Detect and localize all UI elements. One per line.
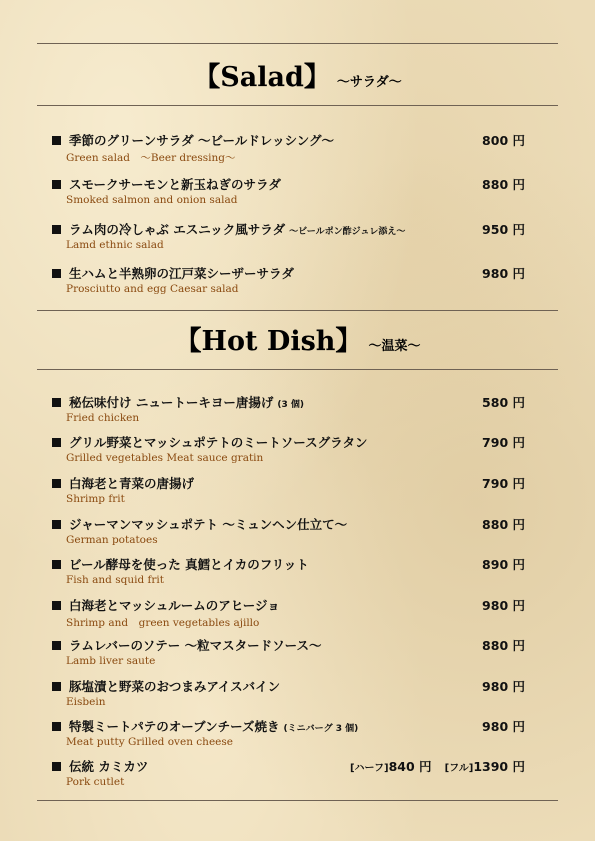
item-name-en: Shrimp and green vegetables ajillo [66, 617, 260, 629]
item-name: 秘伝味付け ニュートーキヨー唐揚げ [69, 395, 274, 410]
bullet-icon [52, 136, 61, 145]
item-price: 790 円 [482, 435, 525, 450]
item-name: 特製ミートパテのオーブンチーズ焼き [69, 719, 280, 734]
section-title-en: 【Salad】 [193, 62, 331, 93]
item-price: 880 円 [482, 517, 525, 532]
item-note: (3 個) [277, 400, 304, 410]
bullet-icon [52, 269, 61, 278]
bullet-icon [52, 762, 61, 771]
menu-item [0, 131, 595, 165]
bullet-icon [52, 682, 61, 691]
item-price: 980 円 [482, 679, 525, 694]
item-name: 生ハムと半熟卵の江戸菜シーザーサラダ [69, 266, 294, 281]
item-name: スモークサーモンと新玉ねぎのサラダ [69, 177, 281, 192]
bullet-icon [52, 180, 61, 189]
menu-item [0, 677, 595, 711]
bullet-icon [52, 479, 61, 488]
bottom-divider [37, 800, 558, 801]
item-name-en: Smoked salmon and onion salad [66, 194, 238, 206]
item-name-en: Lamb liver saute [66, 655, 156, 667]
section-title-jp: ～サラダ～ [336, 75, 402, 90]
menu-item [0, 596, 595, 630]
bullet-icon [52, 520, 61, 529]
item-name-en: Fried chicken [66, 412, 140, 424]
menu-item [0, 433, 595, 467]
bullet-icon [52, 641, 61, 650]
item-name-en: Pork cutlet [66, 776, 125, 788]
item-name-en: Green salad ～Beer dressing～ [66, 152, 236, 164]
price-half: 840 円 [388, 759, 432, 774]
item-price: 580 円 [482, 395, 525, 410]
item-price: 800 円 [482, 133, 525, 148]
item-name: 伝統 カミカツ [69, 759, 149, 774]
bullet-icon [52, 398, 61, 407]
item-name: ジャーマンマッシュポテト ～ミュンヘン仕立て～ [69, 517, 348, 532]
hot-dish-top-divider [37, 310, 558, 311]
item-name: 季節のグリーンサラダ ～ビールドレッシング～ [69, 133, 335, 148]
item-name: グリル野菜とマッシュポテトのミートソースグラタン [69, 435, 368, 450]
menu-item [0, 717, 595, 751]
price-half-label: [ハーフ] [349, 763, 389, 774]
item-name-en: Shrimp frit [66, 493, 125, 505]
item-name-en: Eisbein [66, 696, 106, 708]
item-price: 980 円 [482, 266, 525, 281]
menu-item [0, 555, 595, 589]
salad-header-divider [37, 105, 558, 106]
item-name-en: Fish and squid frit [66, 574, 164, 586]
item-name-en: Lamd ethnic salad [66, 239, 164, 251]
item-name: 白海老と青菜の唐揚げ [69, 476, 195, 491]
item-name-en: Grilled vegetables Meat sauce gratin [66, 452, 264, 464]
bullet-icon [52, 601, 61, 610]
menu-item [0, 264, 595, 298]
item-name: 白海老とマッシュルームのアヒージョ [69, 598, 280, 613]
bullet-icon [52, 722, 61, 731]
bullet-icon [52, 560, 61, 569]
item-price: 950 円 [482, 222, 525, 237]
menu-item [0, 636, 595, 670]
section-heading-salad [0, 55, 595, 94]
bullet-icon [52, 225, 61, 234]
bullet-icon [52, 438, 61, 447]
menu-item [0, 515, 595, 549]
item-name: ラム肉の冷しゃぶ エスニック風サラダ [69, 222, 286, 237]
item-note: (ミニバーグ 3 個) [283, 724, 359, 734]
item-name: ビール酵母を使った 真鱈とイカのフリット [69, 557, 309, 572]
item-price-options [350, 757, 525, 775]
item-name-en: Prosciutto and egg Caesar salad [66, 283, 239, 295]
menu-item [0, 393, 595, 427]
menu-item [0, 220, 595, 254]
hot-dish-header-divider [37, 369, 558, 370]
item-price: 880 円 [482, 638, 525, 653]
item-price: 890 円 [482, 557, 525, 572]
item-price: 980 円 [482, 598, 525, 613]
item-name: ラムレバーのソテー ～粒マスタードソース～ [69, 638, 322, 653]
item-price: 790 円 [482, 476, 525, 491]
price-full: 1390 円 [473, 759, 525, 774]
item-name-en: German potatoes [66, 534, 158, 546]
menu-item [0, 757, 595, 791]
menu-item [0, 175, 595, 209]
section-heading-hot-dish [0, 319, 595, 358]
price-full-label: [フル] [444, 763, 474, 774]
menu-item [0, 474, 595, 508]
item-note: ～ビールポン酢ジュレ添え～ [289, 227, 406, 237]
item-name: 豚塩漬と野菜のおつまみアイスバイン [69, 679, 281, 694]
section-title-en: 【Hot Dish】 [174, 326, 363, 357]
item-price: 980 円 [482, 719, 525, 734]
section-title-jp: ～温菜～ [368, 339, 421, 354]
item-name-en: Meat putty Grilled oven cheese [66, 736, 233, 748]
item-price: 880 円 [482, 177, 525, 192]
top-divider [37, 43, 558, 44]
